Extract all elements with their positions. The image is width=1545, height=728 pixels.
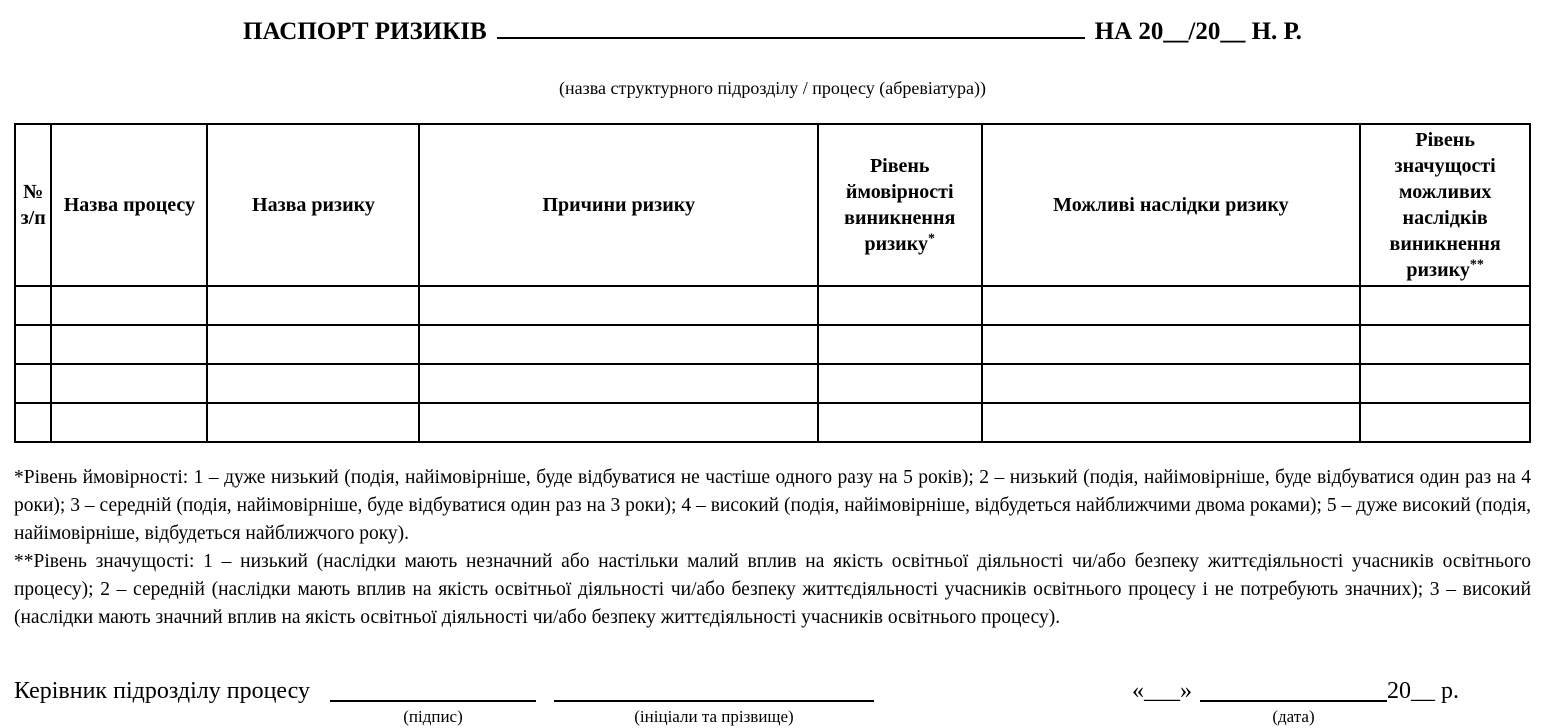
signature-blank-line [330,678,536,702]
col-header-consequences [982,124,1361,286]
date-year-label: 20__ р. [1387,678,1459,704]
table-cell [207,364,419,403]
document-title-line [14,18,1531,46]
signature-caption: (підпис) [403,707,463,726]
table-cell [51,364,207,403]
table-cell [1360,286,1530,325]
table-row [15,286,1530,325]
table-cell [15,286,51,325]
table-cell [982,403,1361,442]
table-cell [207,286,419,325]
table-cell [419,286,817,325]
col-header-significance-level-label: Рівень значущості можливих наслідків виникнення ризику [1389,129,1501,281]
signature-role-label: Керівник підрозділу процесу [14,678,310,704]
risk-table-body [15,286,1530,442]
table-cell [982,364,1361,403]
col-header-number [15,124,51,286]
date-group [1132,678,1459,727]
table-cell [15,325,51,364]
col-header-probability-level-label: Рівень ймовірності виникнення ризику [844,155,956,255]
table-cell [15,403,51,442]
col-header-significance-level [1360,124,1530,286]
title-blank-line [497,37,1085,39]
table-cell [207,325,419,364]
col-header-process-name-label: Назва процесу [63,194,196,216]
table-cell [818,325,982,364]
table-cell [51,325,207,364]
footnote-significance: **Рівень значущості: 1 – низький (наслідки мають незначний або настільки малий вплив на якість освітньої діяльності чи/або безпеку життєдіяльності учасників освітнього процесу); 2 – середній (наслідки мають вплив на якість освітньої діяльності чи/або безпеку життєдіяльності учасників освітнього процесу і не потребують значних); 3 – високий (наслідки мають значний вплив на якість освітньої діяльності чи/або безпеку життєдіяльності учасників освітнього процесу). [14,551,1531,628]
table-cell [51,286,207,325]
table-cell [818,286,982,325]
table-cell [419,364,817,403]
table-row [15,403,1530,442]
date-field [1200,678,1387,727]
col-header-consequences-label: Можливі наслідки ризику [1053,194,1289,216]
col-header-risk-name [207,124,419,286]
table-cell [15,364,51,403]
risk-table [14,123,1531,443]
date-caption: (дата) [1272,707,1315,726]
table-cell [1360,403,1530,442]
table-cell [419,325,817,364]
signature-section [14,678,1531,727]
table-cell [1360,364,1530,403]
col-header-probability-level-mark: * [927,231,935,247]
document-title: ПАСПОРТ РИЗИКІВ [243,18,487,45]
table-row [15,364,1530,403]
table-cell [982,325,1361,364]
col-header-process-name [51,124,207,286]
name-field [554,678,874,727]
table-cell [982,286,1361,325]
col-header-risk-name-label: Назва ризику [252,194,375,216]
col-header-risk-causes-label: Причини ризику [542,194,695,216]
table-cell [1360,325,1530,364]
table-cell [207,403,419,442]
date-day-label: «___» [1132,678,1192,704]
table-cell [51,403,207,442]
name-blank-line [554,678,874,702]
name-caption: (ініціали та прізвище) [634,707,794,726]
col-header-number-label: № з/п [20,181,46,229]
col-header-probability-level [818,124,982,286]
table-header-row [15,124,1530,286]
date-blank-line [1200,678,1387,702]
table-cell [818,364,982,403]
table-row [15,325,1530,364]
col-header-significance-level-mark: ** [1469,257,1484,273]
table-cell [419,403,817,442]
table-cell [818,403,982,442]
title-caption: (назва структурного підрозділу / процесу (абревіатура)) [559,78,986,98]
footnote-probability: *Рівень ймовірності: 1 – дуже низький (подія, найімовірніше, буде відбуватися не частіше одного разу на 5 років); 2 – низький (подія, найімовірніше, буде відбуватися один раз на 4 роки); 3 – середній (подія, найімовірніше, буде відбуватися один раз на 3 роки); 4 – високий (подія, найімовірніше, відбудеться найближчими двома роками); 5 – дуже високий (подія, найімовірніше, відбудеться найближчого року). [14,467,1531,544]
col-header-risk-causes [419,124,817,286]
title-year: НА 20__/20__ Н. Р. [1094,18,1302,45]
signature-field [330,678,536,727]
